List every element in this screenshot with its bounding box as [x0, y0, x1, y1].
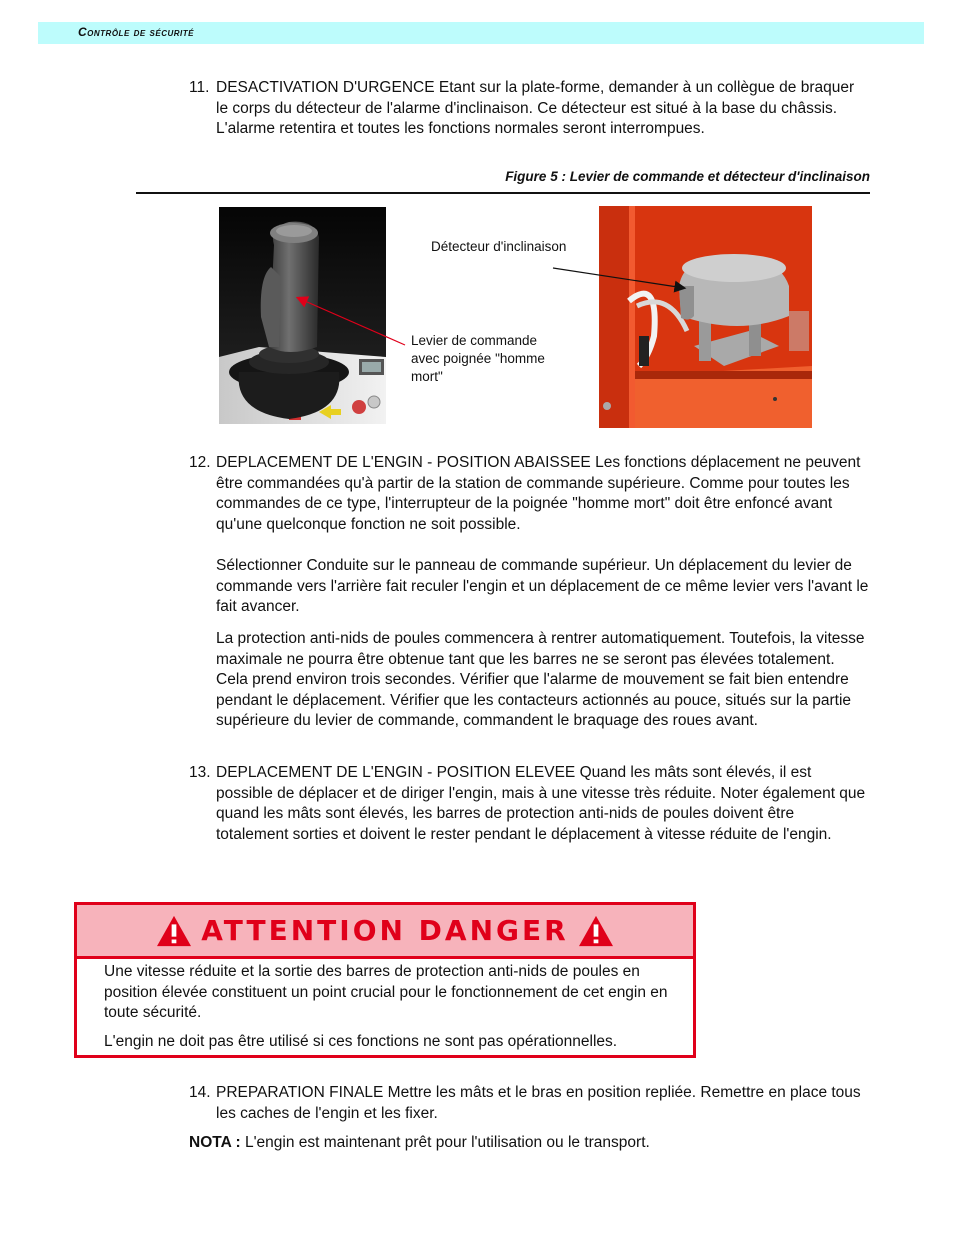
callout-line: avec poignée "homme [411, 351, 545, 366]
warning-triangle-icon [577, 914, 615, 948]
step-12 [189, 453, 869, 535]
nota-label: NOTA : [189, 1134, 241, 1151]
step-12-paragraph-2: Sélectionner Conduite sur le panneau de commande supérieur. Un déplacement du levier de commande vers l'arrière fait reculer l'engin et un déplacement de ce même levier vers l'avant le fait avancer. [216, 557, 869, 615]
step-13 [189, 763, 869, 845]
step-number: 13. [189, 764, 211, 781]
step-11 [189, 78, 869, 140]
callout-line: Levier de commande [411, 333, 538, 348]
danger-header [77, 905, 693, 959]
joystick-photo [219, 207, 386, 424]
section-title: Contrôle de sécurité [78, 25, 195, 39]
figure-divider [136, 192, 870, 194]
tilt-sensor-photo [599, 206, 812, 428]
nota-text: L'engin est maintenant prêt pour l'utilisation ou le transport. [240, 1134, 650, 1151]
step-text: DEPLACEMENT DE L'ENGIN - POSITION ABAISSEE Les fonctions déplacement ne peuvent être commandées qu'à partir de la station de commande supérieure. Comme pour toutes les commandes de ce type, l'interrupteur de la poignée "homme mort" doit être enfoncé avant qu'une quelconque fonction ne soit possible. [216, 454, 861, 533]
step-text: PREPARATION FINALE Mettre les mâts et le bras en position repliée. Remettre en place tous les caches de l'engin et les fixer. [216, 1084, 861, 1122]
figure-caption: Figure 5 : Levier de commande et détecteur d'inclinaison [505, 169, 870, 184]
step-text: DEPLACEMENT DE L'ENGIN - POSITION ELEVEE Quand les mâts sont élevés, il est possible de déplacer et de diriger l'engin, mais à une vitesse très réduite. Noter également que quand les mâts sont élevés, les barres de protection anti-nids de poules doivent être totalement sorties et doivent le rester pendant le déplacement à vitesse réduite de l'engin. [216, 764, 866, 843]
step-14 [189, 1083, 869, 1124]
section-header-band [38, 22, 924, 44]
warning-triangle-icon [155, 914, 193, 948]
danger-warning-box [74, 902, 696, 1058]
danger-title: ATTENTION DANGER [201, 914, 569, 947]
callout-tilt-sensor: Détecteur d'inclinaison [431, 239, 567, 254]
danger-body [104, 962, 679, 1060]
nota-note [189, 1133, 869, 1154]
step-number: 12. [189, 454, 211, 471]
step-12-paragraph-3: La protection anti-nids de poules commencera à rentrer automatiquement. Toutefois, la vitesse maximale ne pourra être obtenue tant que les barres ne se seront pas élevées totalement. Cela prend environ trois secondes. Vérifier que l'alarme de mouvement se fait bien entendre pendant le déplacement. Vérifier que les contacteurs actionnés au pouce, situés sur la partie supérieure du levier de commande, commandent le braquage des roues avant. [216, 630, 865, 729]
callout-control-lever [411, 332, 545, 386]
step-number: 14. [189, 1084, 211, 1101]
danger-paragraph: Une vitesse réduite et la sortie des barres de protection anti-nids de poules en position élevée constituent un point crucial pour le fonctionnement de cet engin en toute sécurité. [104, 963, 668, 1021]
step-text: DESACTIVATION D'URGENCE Etant sur la plate-forme, demander à un collègue de braquer le corps du détecteur de l'alarme d'inclinaison. Ce détecteur est situé à la base du châssis. L'alarme retentira et toutes les fonctions normales seront interrompues. [216, 79, 855, 137]
step-number: 11. [189, 79, 210, 96]
callout-line: mort" [411, 369, 443, 384]
danger-paragraph: L'engin ne doit pas être utilisé si ces fonctions ne sont pas opérationnelles. [104, 1032, 618, 1050]
